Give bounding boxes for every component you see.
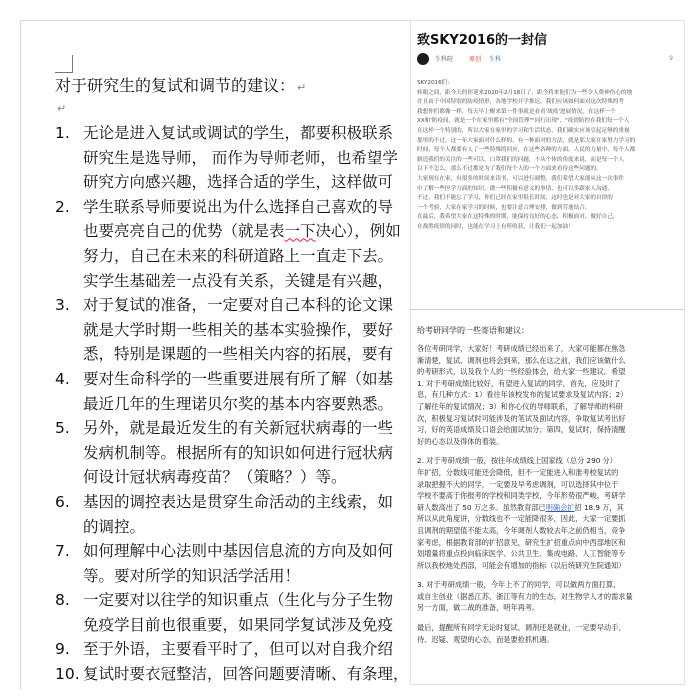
letter-line: 以下不怎么，那么不过都是为了我们每个人的一个方面来看待这些问题的。: [417, 166, 602, 173]
policy-link[interactable]: 明确会扩: [545, 502, 575, 512]
list-item: [55, 637, 410, 662]
advice-line: 3. 对于考研成绩一般，今年上不了的同学，可以做两方面打算，: [417, 580, 621, 590]
letter-line: 我想你们都像一样，每天早上醒来第一件事就是看看'战疫'进展情况，在这样一个: [417, 108, 616, 115]
advice-line: 渐清楚，复试、调剂也将会到来，那么在这之前，我们应该做什么: [417, 355, 626, 365]
advice-line: 所以从此角度讲，分数线也不一定能降很多，因此，大家一定要抓: [417, 514, 626, 524]
list-item-line: 研究生是选导师， 而作为导师老师，也希望学: [83, 148, 398, 167]
letter-line: 并且由于中国特别的防疫情形，各地学校开学推迟，我们应该如何面对这次特殊的考: [417, 99, 624, 106]
advice-line: 的考研形式，以及我个人的一些经验体会，给大家一些建议。希望: [417, 367, 626, 377]
paragraph-mark-icon: ↵: [57, 102, 67, 115]
list-item-number: 7.: [55, 542, 70, 561]
advice-line: 年扩招，分数线可能还会降低，但不一定能进入和准考校复试的: [417, 467, 619, 477]
letter-line: 转眼之间，距今天的你迎来2020年2月18日了，距今将来他们为一些令人费神伤心的地: [417, 89, 633, 96]
advice-line: 或自主创业（据悉江苏、浙江等有力的生态，对生物学人才的需求量: [417, 591, 633, 601]
advice-line: 习，好的英语成绩及口语会给面试加分；第四，复试时，保持清醒: [417, 425, 626, 435]
letter-line: 大家现在在家，有很多的时间来读书，可以进行调整，我们希望大家能从这一次事件: [417, 175, 624, 182]
spellcheck-mark: 一下: [284, 222, 316, 241]
list-item-number: 1.: [55, 124, 70, 142]
advice-line: 所以我校地处西部，可能会有增加的指标（以后统研究生院通知）: [417, 560, 626, 570]
letter-line: 制造我们的关注的一些可以，口罩我们的问题，不从个体的角度来说，而是每一个人: [417, 156, 624, 163]
list-item-line: 复试时要衣冠整洁，回答问题要清晰、有条理，: [83, 665, 409, 684]
advice-part-3: [417, 579, 679, 614]
list-item-line: 的调控。: [83, 517, 146, 536]
article-screenshot: [410, 20, 685, 685]
like-count: 9: [669, 55, 673, 62]
letter-line: 时间，每个人都要有人了一些特殊的回应，在这些各种的方面，人民的力量中，每个人都: [417, 147, 636, 154]
empty-paragraph: [55, 101, 66, 115]
letter-lines: [417, 89, 679, 233]
numbered-list: [55, 121, 410, 687]
list-item-line: 免疫学目前也很重要，如果同学复试涉及免疫: [83, 615, 394, 634]
list-item: [55, 121, 410, 195]
advice-title: 给考研同学的一些寄语和建议：: [417, 326, 529, 335]
advice-line: 1. 对于考研成绩比较好，有望进入复试的同学，首先，应及时了: [417, 378, 621, 388]
list-item-number: 6.: [55, 492, 70, 511]
list-item-line: 至于外语，主要看平时了，但可以对自我介绍: [83, 640, 394, 659]
list-item: [55, 662, 410, 687]
letter-salutation: SKY2016们：: [417, 80, 453, 86]
list-item-line: 悉，特别是课题的一些相关内容的拓展，要有: [83, 345, 394, 364]
advice-part-1: [417, 343, 679, 447]
letter-line: 在这样一个特别的，所以大家在家里的学习和生活状态，我们确实应该引起足够的重视: [417, 127, 630, 134]
advice-line: 好的心态以及得体的着装。: [417, 436, 504, 446]
list-item-line: 对于复试的准备，一定要对自己本科的论文课: [83, 296, 394, 315]
list-item-line: 等。要对所学的知识活学活用！: [83, 566, 301, 585]
document-page: [20, 20, 410, 690]
list-item: [55, 588, 410, 637]
original-tag: 原创: [469, 56, 482, 63]
list-item-line: 如何理解中心法则中基因信息流的方向及如何: [83, 542, 394, 561]
paragraph-mark-icon: ↵: [297, 81, 307, 94]
list-item-line: 学生联系导师要说出为什么选择自己喜欢的导: [83, 197, 394, 216]
list-item: [55, 367, 410, 416]
advice-line: 息，有几种方式：1）看往年该校发布的复试要求及复试内容；2）: [417, 390, 628, 400]
author-name: 生科院: [435, 56, 454, 63]
advice-line: 家考虑，根据教育部的扩招意见，研究生扩招重点向中西部地区和: [417, 537, 626, 547]
margin-corner-mark: [55, 55, 73, 73]
letter-line: 在战胜疫情的同时，也能在学习上有所收获，让我们一起加油！: [417, 223, 574, 230]
letter-line: 那里的不过，这一年大家面对什么样的，有一种面对的方法，就是那大家在家努力学习的: [417, 137, 636, 144]
advice-line: 各位考研同学，大家好！考研成绩已经出来了，大家可能都在焦急: [417, 344, 626, 353]
list-item-line: 基因的调控表达是贯穿生命活动的主线索，如: [83, 492, 394, 511]
advice-line: 且调剂的期望值不能太高，今年调剂人数较去年之前仍相当，竞争: [417, 525, 626, 535]
list-item-number: 2.: [55, 197, 70, 216]
section-divider: [411, 309, 685, 310]
list-item-number: 4.: [55, 369, 70, 388]
advice-link-after: 招 18.9 万，其: [574, 502, 624, 512]
letter-line: 不过，我们不能忘了学习，你们已经在家里很长时间，这时也是对大家的自律的: [417, 195, 613, 202]
advice-part-2: [417, 455, 679, 571]
advice-line: 学校不要高于你报考的学校和同类学校，今年形势很严峻，考研学: [417, 491, 626, 501]
document-heading: [55, 73, 306, 96]
advice-line: 2. 对于考研成绩一般，按往年成绩线上国家线（总分 290 分）: [417, 456, 617, 466]
list-item-line: 何设计冠状病毒疫苗？（策略？）等。: [83, 468, 347, 487]
advice-line: 研人数高出了 50 万之多。虽然教育部已明确会扩招 18.9 万，其: [417, 502, 624, 512]
list-item-line: 发病机制等。根据所有的知识如何进行冠状病: [83, 443, 394, 462]
list-item: [55, 539, 410, 588]
list-item: [55, 195, 410, 293]
advice-line: 了解往年的复试情况；3）和你心仪的导师联系，了解导师的科研: [417, 401, 623, 411]
list-item-line: 努力，自己在未来的科研道路上一直走下去。: [83, 246, 394, 265]
list-item: [55, 416, 410, 490]
letter-line: 中了解一些医学方面的知识，做一些积极有意义的事情，也可以多跟家人沟通，: [417, 185, 613, 192]
letter-body: [417, 79, 679, 233]
letter-line: XX和'防疫间，就是一个在家里都有"全国管理""同行出现"，"疫情防控在我们每一个人: [417, 118, 630, 125]
list-item-line: 也要亮亮自己的优势（就是表一下决心），例如: [83, 222, 401, 241]
account-link[interactable]: 生科: [489, 56, 502, 63]
list-item-number: 3.: [55, 296, 70, 315]
list-item-number: 10.: [55, 665, 80, 684]
avatar-icon: [417, 53, 429, 65]
list-item-line: 要对生命科学的一些重要进展有所了解（如基: [83, 369, 394, 388]
list-item: [55, 293, 410, 367]
advice-line: 录取把握不大的同学，一定要及早考虑调剂，可以选择其中位于: [417, 479, 619, 489]
list-item-line: 最近几年的生理诺贝尔奖的基本内容要熟悉。: [83, 394, 394, 413]
list-item-line: 另外，就是最近发生的有关新冠状病毒的一些: [83, 419, 394, 438]
advice-line: 划增量将重点投向临床医学、公共卫生、集成电路、人工智能等专: [417, 549, 626, 559]
letter-line: 一个考验，大家在家学习的时候，也要注意合理安排，做到劳逸结合。: [417, 204, 591, 211]
list-item-number: 5.: [55, 419, 70, 438]
heading-text: 对于研究生的复试和调节的建议：: [55, 76, 296, 95]
advice-body: [417, 343, 679, 645]
letter-title: 致SKY2016的一封信: [417, 33, 548, 48]
letter-line: 在最后，我希望大家在这特殊的时期，能保持良好的心态，积极面对，做好自己，: [417, 214, 619, 221]
advice-line: 另一方面，做二战的准备，明年再考。: [417, 603, 540, 613]
list-item-line: 无论是进入复试或调试的学生，都要积极联系: [83, 124, 394, 142]
list-item-number: 9.: [55, 640, 70, 659]
list-item-line: 就是大学时期一些相关的基本实验操作，要好: [83, 320, 394, 339]
list-item-number: 8.: [55, 591, 70, 610]
list-item: [55, 490, 410, 539]
advice-closing: [417, 622, 679, 645]
list-item-line: 实学生基础差一点没有关系，关键是有兴趣，: [83, 271, 394, 290]
advice-line: 最后，提醒所有同学无论时复试、调剂还是就业，一定要早动手、: [417, 623, 626, 633]
list-item-line: 研究方向感兴趣，选择合适的学生，这样做可: [83, 173, 394, 192]
advice-line: 次，积极复习复试时可能涉及的笔试及面试内容，争取复试考出好: [417, 413, 626, 423]
author-row: [417, 53, 677, 67]
advice-line: 待、迟疑、观望的心态，而是要抢抓机遇。: [417, 634, 554, 644]
list-item-line: 一定要对以往学的知识重点（生化与分子生物: [83, 591, 394, 610]
